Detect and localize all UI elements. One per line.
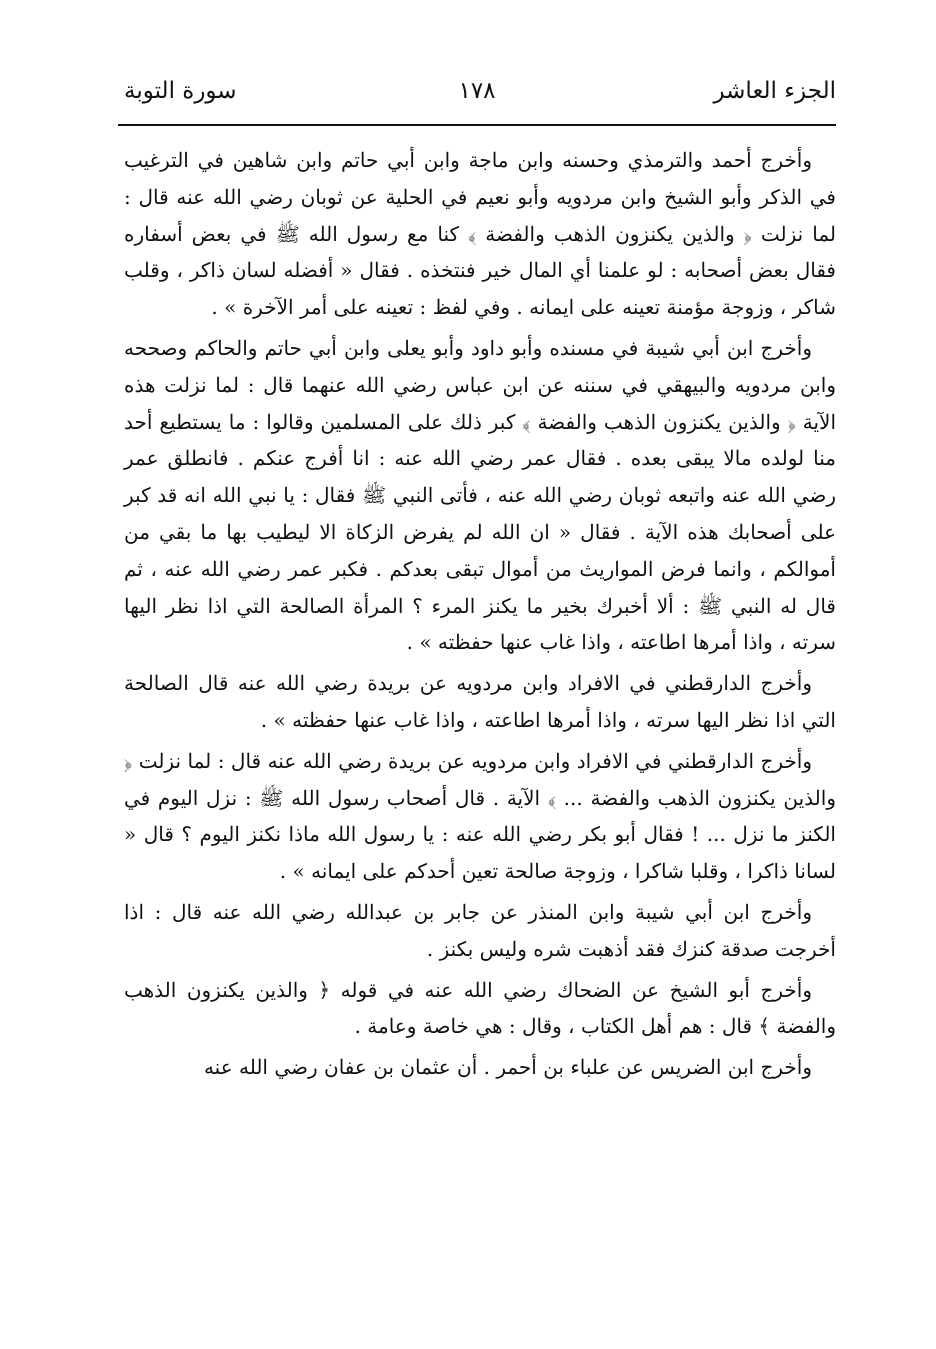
page-header	[118, 70, 836, 116]
paragraph: وأخرج الدارقطني في الافراد وابن مردويه عن بريدة رضي الله عنه قال الصالحة التي اذا نظر اليها سرته ، واذا أمرها اطاعته ، واذا غاب عنها حفظته » .	[124, 671, 836, 732]
paragraph: وأخرج ابن أبي شيبة وابن المنذر عن جابر بن عبدالله رضي الله عنه قال : اذا أخرجت صدقة كنزك فقد أذهبت شره وليس بكنز .	[124, 899, 836, 961]
part-title: الجزء العاشر	[713, 78, 836, 104]
surah-title: سورة التوبة	[124, 78, 237, 104]
paragraph: وأخرج ابن الضريس عن علباء بن أحمر . أن عثمان بن عفان رضي الله عنه	[203, 1055, 812, 1080]
page-body	[124, 142, 836, 1090]
header-divider	[118, 124, 836, 126]
page-number: ١٧٨	[458, 78, 496, 104]
paragraph: وأخرج ابن أبي شيبة في مسنده وأبو داود وأبو يعلى وابن أبي حاتم والحاكم وصححه وابن مردويه والبيهقي في سننه عن ابن عباس رضي الله عنهما قال : لما نزلت هذه الآية ﴿ والذين يكنزون الذهب والفضة ﴾ كبر ذلك على المسلمين وقالوا : ما يستطيع أحد منا لولده مالا يبقى بعده . فقال عمر رضي الله عنه : انا أفرج عنكم . فانطلق عمر رضي الله عنه واتبعه ثوبان رضي الله عنه ، فأتى النبي ﷺ فقال : يا نبي الله انه قد كبر على أصحابك هذه الآية . فقال « ان الله لم يفرض الزكاة الا ليطيب بها ما بقي من أموالكم ، وانما فرض المواريث من أموال تبقى بعدكم . فكبر عمر رضي الله عنه ، ثم قال له النبي ﷺ : ألا أخبرك بخير ما يكنز المرء ؟ المرأة الصالحة التي اذا نظر اليها سرته ، واذا أمرها اطاعته ، واذا غاب عنها حفظته » .	[124, 335, 836, 655]
paragraph: وأخرج أبو الشيخ عن الضحاك رضي الله عنه في قوله ﴿ والذين يكنزون الذهب والفضة ﴾ قال : هم أهل الكتاب ، وقال : هي خاصة وعامة .	[124, 977, 836, 1039]
paragraph: وأخرج الدارقطني في الافراد وابن مردويه عن بريدة رضي الله عنه قال : لما نزلت ﴿ والذين يكنزون الذهب والفضة ... ﴾ الآية . قال أصحاب رسول الله ﷺ : نزل اليوم في الكنز ما نزل ... ! فقال أبو بكر رضي الله عنه : يا رسول الله ماذا نكنز اليوم ؟ قال « لسانا ذاكرا ، وقلبا شاكرا ، وزوجة صالحة تعين أحدكم على ايمانه » .	[124, 748, 836, 884]
paragraph: وأخرج أحمد والترمذي وحسنه وابن ماجة وابن أبي حاتم وابن شاهين في الترغيب في الذكر وأبو الشيخ وابن مردويه وأبو نعيم في الحلية عن ثوبان رضي الله عنه قال : لما نزلت ﴿ والذين يكنزون الذهب والفضة ﴾ كنا مع رسول الله ﷺ في بعض أسفاره فقال بعض أصحابه : لو علمنا أي المال خير فنتخذه . فقال « أفضله لسان ذاكر ، وقلب شاكر ، وزوجة مؤمنة تعينه على ايمانه . وفي لفظ : تعينه على أمر الآخرة » .	[124, 148, 836, 320]
